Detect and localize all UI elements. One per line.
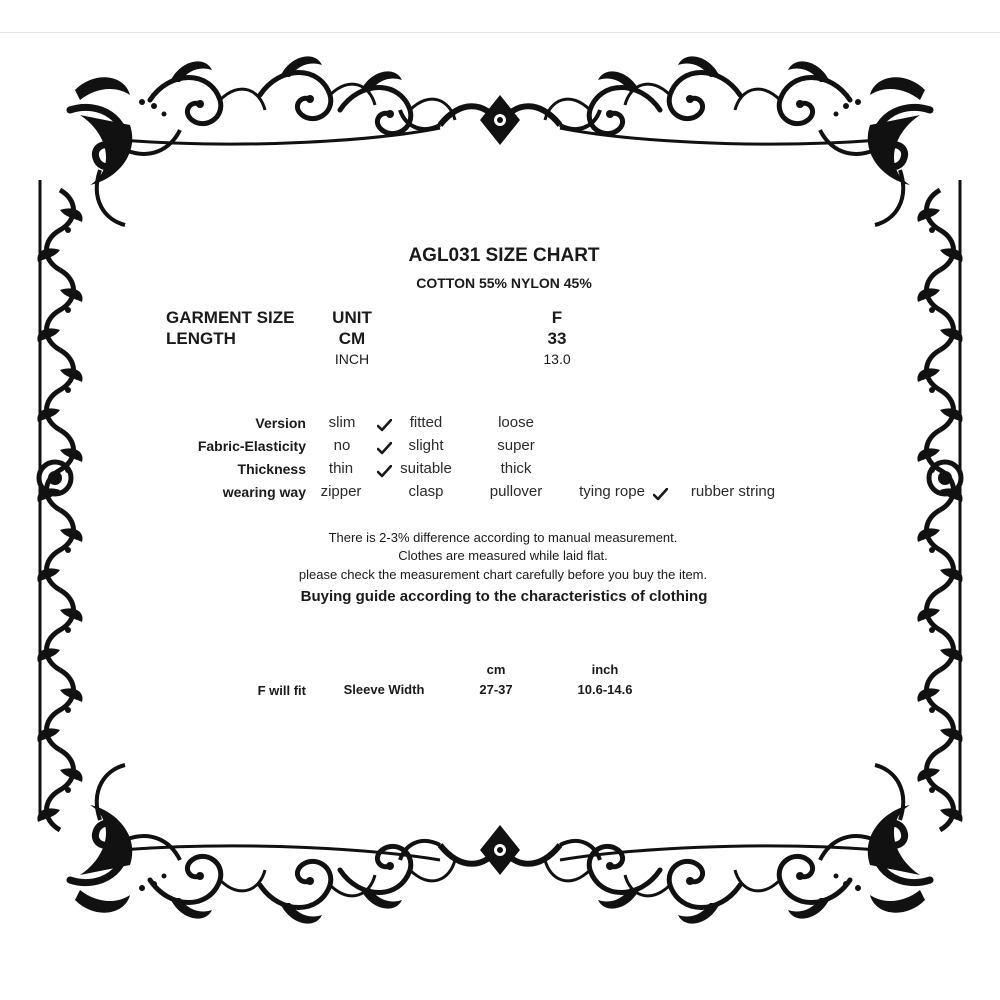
wearing-option-clasp: clasp <box>408 483 444 500</box>
checkmark-icon <box>653 488 668 501</box>
elasticity-option-super: super <box>497 437 535 454</box>
version-option-slim: slim <box>328 414 356 431</box>
elasticity-option-slight: slight <box>408 437 444 454</box>
fit-size-label: F will fit <box>257 683 306 698</box>
unit-cm: CM <box>338 329 366 348</box>
length-inch-value: 13.0 <box>543 351 571 367</box>
thickness-option-thin: thin <box>328 460 354 477</box>
checkmark-icon <box>377 442 392 455</box>
version-option-loose: loose <box>498 414 534 431</box>
fit-cm-value: 27-37 <box>479 682 513 697</box>
wearing-option-zipper: zipper <box>320 483 362 500</box>
thickness-option-suitable: suitable <box>400 460 452 477</box>
fit-measure-label: Sleeve Width <box>343 682 425 697</box>
wearing-way-label: wearing way <box>222 484 306 500</box>
wearing-option-pullover: pullover <box>489 483 543 500</box>
thickness-option-thick: thick <box>500 460 532 477</box>
fit-cm-header: cm <box>486 662 506 677</box>
size-f-header: F <box>551 308 563 327</box>
version-option-fitted: fitted <box>409 414 443 431</box>
unit-inch: INCH <box>334 351 370 367</box>
checkmark-icon <box>377 465 392 478</box>
buying-guide-title: Buying guide according to the characteristics of clothing <box>300 588 708 605</box>
thickness-label: Thickness <box>237 461 306 477</box>
checkmark-icon <box>377 419 392 432</box>
fit-inch-header: inch <box>591 662 619 677</box>
material-composition: COTTON 55% NYLON 45% <box>416 275 592 291</box>
unit-header: UNIT <box>332 308 372 327</box>
length-cm-value: 33 <box>547 329 567 348</box>
wearing-option-tying-rope: tying rope <box>579 483 645 500</box>
note-measurement-difference: There is 2-3% difference according to manual measurement. <box>328 530 678 545</box>
garment-size-header: GARMENT SIZE <box>166 308 295 327</box>
wearing-option-rubber-string: rubber string <box>690 483 776 500</box>
version-label: Version <box>255 415 306 431</box>
length-row-label: LENGTH <box>166 329 236 348</box>
note-laid-flat: Clothes are measured while laid flat. <box>398 548 608 563</box>
note-check-chart: please check the measurement chart carefully before you buy the item. <box>298 567 708 582</box>
elasticity-label: Fabric-Elasticity <box>197 438 306 454</box>
elasticity-option-no: no <box>333 437 351 454</box>
fit-inch-value: 10.6-14.6 <box>577 682 633 697</box>
chart-title: AGL031 SIZE CHART <box>408 245 600 266</box>
